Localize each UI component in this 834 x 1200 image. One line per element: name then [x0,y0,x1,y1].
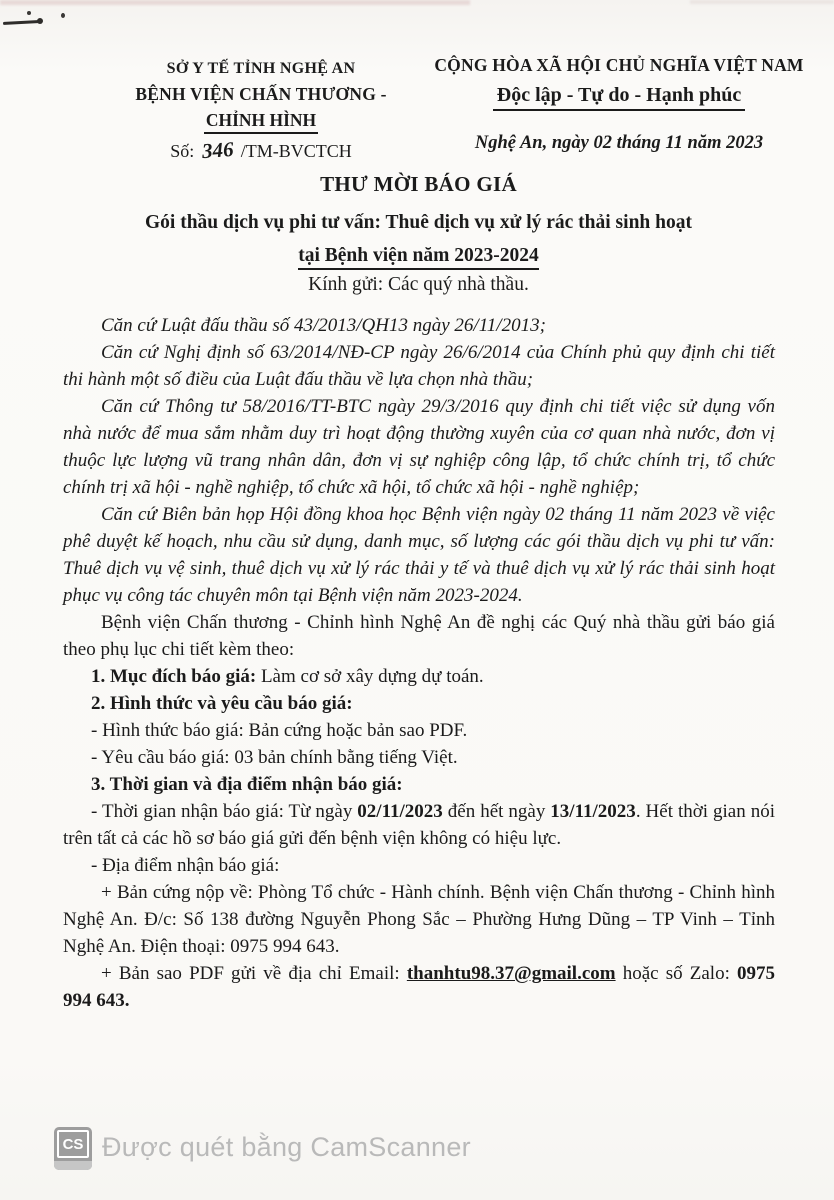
item-3-location-label: - Địa điểm nhận báo giá: [91,855,280,876]
item-2-sub1: - Hình thức báo giá: Bản cứng hoặc bản sao PDF. [91,720,468,741]
org-name-line2: CHỈNH HÌNH [96,110,426,131]
camscanner-caption: Được quét bằng CamScanner [102,1132,471,1162]
camscanner-logo-strip [54,1161,92,1170]
subtitle-line1: Gói thầu dịch vụ phi tư vấn: Thuê dịch vụ xử lý rác thải sinh hoạt [145,212,692,233]
end-date: 13/11/2023 [550,801,636,822]
org-name-line1: BỆNH VIỆN CHẤN THƯƠNG - [135,84,387,104]
legal-basis-paragraph: Căn cứ Luật đấu thầu số 43/2013/QH13 ngày 26/11/2013; [101,315,546,336]
ink-mark [61,13,65,18]
ink-mark [27,11,31,15]
item-1-purpose: 1. Mục đích báo giá: Làm cơ sở xây dựng dự toán. [91,666,484,687]
item-3-heading: 3. Thời gian và địa điểm nhận báo giá: [91,774,403,795]
subtitle-line2: tại Bệnh viện năm 2023-2024 [63,239,774,272]
start-date: 02/11/2023 [357,801,443,822]
scan-edge-artifact [690,0,834,4]
place-date-line: Nghệ An, ngày 02 tháng 11 năm 2023 [474,133,764,153]
item-3-hardcopy-line: + Bản cứng nộp về: Phòng Tổ chức - Hành chính. Bệnh viện Chấn thương - Chỉnh hình Nghệ An. Đ/c: Số 138 đường Nguyễn Phong Sắc – Phường Hưng Dũng – TP Vinh – Tỉnh Nghệ An. Điện thoại: 0975 994 643. [63,882,775,957]
item-2-heading: 2. Hình thức và yêu cầu báo giá: [91,693,353,714]
national-motto-block [424,55,814,154]
document-title: THƯ MỜI BÁO GIÁ [320,172,517,196]
national-title: CỘNG HÒA XÃ HỘI CHỦ NGHĨA VIỆT NAM [434,55,804,75]
ink-mark [37,18,43,24]
item-3-softcopy-line: + Bản sao PDF gửi về địa chỉ Email: thanhtu98.37@gmail.com hoặc số Zalo: 0975 994 643. [63,963,776,1011]
salutation-line: Kính gửi: Các quý nhà thầu. [308,274,529,295]
intro-paragraph: Bệnh viện Chấn thương - Chỉnh hình Nghệ An đề nghị các Quý nhà thầu gửi báo giá theo phụ lục chi tiết kèm theo: [63,612,775,660]
department-name: SỞ Y TẾ TỈNH NGHỆ AN [166,60,356,77]
document-subtitle [63,206,774,272]
issuing-org-block [96,60,426,163]
zalo-number: 0975 994 643. [63,963,776,1011]
ink-mark [3,20,39,25]
number-suffix: /TM-BVCTCH [240,141,352,161]
document-body [63,312,775,1014]
legal-basis-paragraph: Căn cứ Nghị định số 63/2014/NĐ-CP ngày 26/6/2014 của Chính phủ quy định chi tiết thi hành một số điều của Luật đấu thầu về lựa chọn nhà thầu; [63,342,775,390]
document-number-line [96,138,426,163]
legal-basis-paragraph: Căn cứ Thông tư 58/2016/TT-BTC ngày 29/3/2016 quy định chi tiết việc sử dụng vốn nhà nước để mua sắm nhằm duy trì hoạt động thường xuyên của cơ quan nhà nước, đơn vị thuộc lực lượng vũ trang nhân dân, đơn vị sự nghiệp công lập, tổ chức chính trị, tổ chức chính trị xã hội - nghề nghiệp, tổ chức xã hội, tổ chức xã hội - nghề nghiệp; [63,396,775,498]
item-2-sub2: - Yêu cầu báo giá: 03 bản chính bằng tiếng Việt. [91,747,458,768]
item-3-time-line: - Thời gian nhận báo giá: Từ ngày 02/11/2023 đến hết ngày 13/11/2023. Hết thời gian nói trên tất cả các hồ sơ báo giá gửi đến bệnh viện không có hiệu lực. [63,801,775,849]
camscanner-logo-icon [54,1127,92,1170]
camscanner-cs-glyph: CS [57,1130,89,1158]
contact-email: thanhtu98.37@gmail.com [406,963,616,984]
legal-basis-paragraph: Căn cứ Biên bản họp Hội đồng khoa học Bệnh viện ngày 02 tháng 11 năm 2023 về việc phê duyệt kế hoạch, nhu cầu sử dụng, danh mục, số lượng các gói thầu dịch vụ phi tư vấn: Thuê dịch vụ vệ sinh, thuê dịch vụ xử lý rác thải y tế và thuê dịch vụ xử lý rác thải sinh hoạt phục vụ công tác chuyên môn tại Bệnh viện năm 2023-2024. [63,504,775,606]
number-label: Số: [170,141,195,161]
handwritten-number: 346 [200,136,235,164]
national-motto: Độc lập - Tự do - Hạnh phúc [424,84,814,107]
scan-edge-artifact [0,0,470,5]
